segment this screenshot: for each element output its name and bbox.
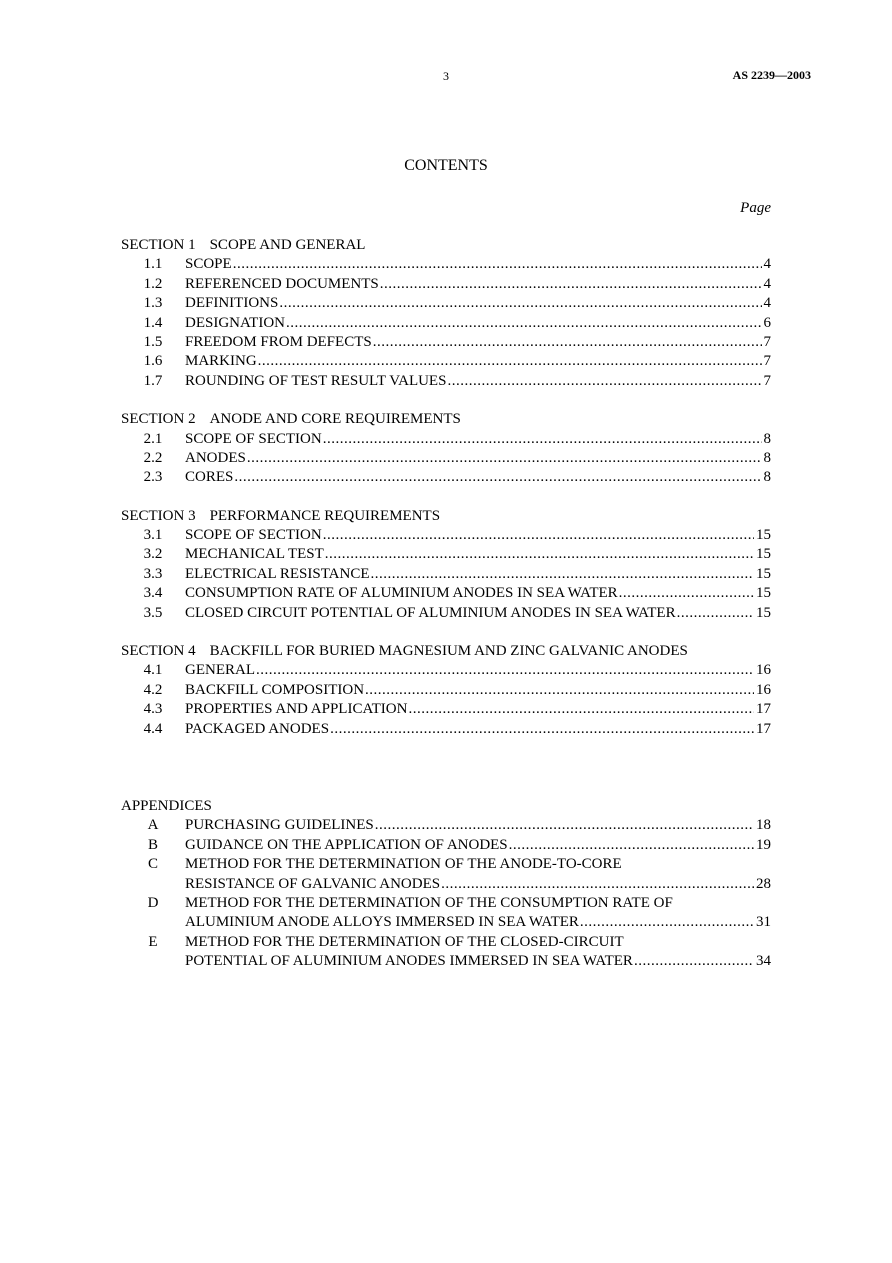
toc-entry[interactable] bbox=[121, 584, 771, 603]
section-label: SECTION 3 bbox=[121, 507, 196, 524]
dot-leader bbox=[440, 875, 754, 894]
entry-number: 3.4 bbox=[143, 585, 163, 602]
entry-page: 17 bbox=[756, 720, 771, 737]
entry-number: 4.1 bbox=[143, 662, 163, 679]
toc-entry[interactable] bbox=[121, 314, 771, 333]
dot-leader bbox=[329, 720, 754, 739]
entry-title: REFERENCED DOCUMENTS bbox=[185, 275, 379, 292]
entry-number: 3.3 bbox=[143, 565, 163, 582]
toc-entry[interactable] bbox=[121, 604, 771, 623]
toc-entry[interactable] bbox=[121, 545, 771, 564]
toc-entry[interactable] bbox=[121, 275, 771, 294]
entry-number: 4.2 bbox=[143, 681, 163, 698]
entry-number: 1.7 bbox=[143, 372, 163, 389]
dot-leader bbox=[372, 333, 762, 352]
section-heading[interactable] bbox=[121, 236, 771, 255]
dot-leader bbox=[232, 255, 762, 274]
section-heading[interactable] bbox=[121, 507, 771, 526]
appendix-entry[interactable] bbox=[121, 933, 771, 972]
appendix-entry[interactable] bbox=[121, 894, 771, 933]
appendix-letter: A bbox=[147, 817, 159, 834]
dot-leader bbox=[446, 372, 761, 391]
entry-title: SCOPE OF SECTION bbox=[185, 430, 322, 447]
appendix-entry[interactable] bbox=[121, 816, 771, 835]
dot-leader bbox=[370, 565, 755, 584]
dot-leader bbox=[322, 430, 762, 449]
entry-number: 1.4 bbox=[143, 314, 163, 331]
dot-leader bbox=[278, 294, 761, 313]
toc-entry[interactable] bbox=[121, 526, 771, 545]
entry-number: 2.2 bbox=[143, 449, 163, 466]
entry-number: 2.1 bbox=[143, 430, 163, 447]
entry-title: SCOPE OF SECTION bbox=[185, 527, 322, 544]
entry-page: 15 bbox=[756, 527, 771, 544]
page-column-label: Page bbox=[740, 200, 771, 216]
toc-entry[interactable] bbox=[121, 294, 771, 313]
appendix-entry[interactable] bbox=[121, 855, 771, 894]
entry-page: 7 bbox=[763, 333, 771, 350]
dot-leader bbox=[633, 952, 754, 971]
dot-leader bbox=[579, 913, 754, 932]
entry-page: 7 bbox=[763, 353, 771, 370]
entry-page: 17 bbox=[756, 701, 771, 718]
entry-page: 15 bbox=[756, 546, 771, 563]
entry-page: 15 bbox=[756, 585, 771, 602]
entry-page: 19 bbox=[756, 836, 771, 853]
entry-page: 8 bbox=[763, 469, 771, 486]
appendix-letter: E bbox=[148, 933, 158, 950]
appendix-letter: D bbox=[147, 894, 159, 911]
entry-page: 16 bbox=[756, 681, 771, 698]
entry-number: 1.1 bbox=[143, 256, 163, 273]
section-label: SECTION 2 bbox=[121, 411, 196, 428]
entry-title: DESIGNATION bbox=[185, 314, 285, 331]
dot-leader bbox=[255, 661, 754, 680]
toc-entry[interactable] bbox=[121, 720, 771, 739]
entry-page: 6 bbox=[763, 314, 771, 331]
toc-entry[interactable] bbox=[121, 700, 771, 719]
entry-title: CONSUMPTION RATE OF ALUMINIUM ANODES IN SEA WATER bbox=[185, 585, 618, 602]
entry-page: 7 bbox=[763, 372, 771, 389]
dot-leader bbox=[364, 681, 754, 700]
dot-leader bbox=[407, 700, 754, 719]
entry-number: 3.2 bbox=[143, 546, 163, 563]
dot-leader bbox=[374, 816, 754, 835]
entry-page: 4 bbox=[763, 275, 771, 292]
entry-title: PACKAGED ANODES bbox=[185, 720, 330, 737]
entry-number: 1.5 bbox=[143, 333, 163, 350]
dot-leader bbox=[285, 314, 762, 333]
header-page-number: 3 bbox=[443, 69, 449, 83]
entry-number: 4.4 bbox=[143, 720, 163, 737]
dot-leader bbox=[618, 584, 754, 603]
entry-page: 4 bbox=[763, 256, 771, 273]
entry-title-line2: RESISTANCE OF GALVANIC ANODES bbox=[185, 875, 441, 892]
toc-entry[interactable] bbox=[121, 352, 771, 371]
entry-title: PROPERTIES AND APPLICATION bbox=[185, 701, 408, 718]
page-title: CONTENTS bbox=[404, 157, 488, 174]
entry-page: 31 bbox=[756, 914, 771, 931]
toc-entry[interactable] bbox=[121, 430, 771, 449]
dot-leader bbox=[324, 545, 754, 564]
dot-leader bbox=[257, 352, 762, 371]
section-title: ANODE AND CORE REQUIREMENTS bbox=[209, 411, 461, 428]
entry-title: GUIDANCE ON THE APPLICATION OF ANODES bbox=[185, 836, 508, 853]
entry-title: BACKFILL COMPOSITION bbox=[185, 681, 365, 698]
entry-title: ELECTRICAL RESISTANCE bbox=[185, 565, 370, 582]
entry-number: 1.2 bbox=[143, 275, 163, 292]
toc-entry[interactable] bbox=[121, 449, 771, 468]
entry-number: 3.1 bbox=[143, 527, 163, 544]
section-title: BACKFILL FOR BURIED MAGNESIUM AND ZINC GALVANIC ANODES bbox=[209, 643, 688, 660]
entry-page: 8 bbox=[763, 449, 771, 466]
entry-title-line2: ALUMINIUM ANODE ALLOYS IMMERSED IN SEA WATER bbox=[185, 914, 579, 931]
entry-page: 4 bbox=[763, 295, 771, 312]
entry-title-line1: METHOD FOR THE DETERMINATION OF THE CONSUMPTION RATE OF bbox=[185, 894, 673, 911]
dot-leader bbox=[676, 604, 754, 623]
entry-title-line2: POTENTIAL OF ALUMINIUM ANODES IMMERSED IN SEA WATER bbox=[185, 953, 633, 970]
entry-title-line1: METHOD FOR THE DETERMINATION OF THE ANODE-TO-CORE bbox=[185, 856, 622, 873]
toc-entry[interactable] bbox=[121, 661, 771, 680]
section-title: PERFORMANCE REQUIREMENTS bbox=[209, 507, 441, 524]
entry-number: 1.3 bbox=[143, 295, 163, 312]
toc-entry[interactable] bbox=[121, 255, 771, 274]
entry-number: 2.3 bbox=[143, 469, 163, 486]
section-label: SECTION 4 bbox=[121, 643, 196, 660]
dot-leader bbox=[508, 836, 754, 855]
dot-leader bbox=[233, 468, 761, 487]
entry-title: CORES bbox=[185, 469, 234, 486]
dot-leader bbox=[322, 526, 754, 545]
section-heading[interactable] bbox=[121, 642, 771, 661]
entry-title: FREEDOM FROM DEFECTS bbox=[185, 333, 372, 350]
entry-page: 18 bbox=[756, 817, 771, 834]
toc-entry[interactable] bbox=[121, 565, 771, 584]
appendix-entry[interactable] bbox=[121, 836, 771, 855]
entry-title: CLOSED CIRCUIT POTENTIAL OF ALUMINIUM ANODES IN SEA WATER bbox=[185, 604, 676, 621]
toc-entry[interactable] bbox=[121, 372, 771, 391]
entry-number: 1.6 bbox=[143, 353, 163, 370]
entry-title: ROUNDING OF TEST RESULT VALUES bbox=[185, 372, 447, 389]
entry-title-line1: METHOD FOR THE DETERMINATION OF THE CLOSED-CIRCUIT bbox=[185, 933, 624, 950]
entry-page: 28 bbox=[756, 875, 771, 892]
entry-page: 15 bbox=[756, 604, 771, 621]
entry-page: 16 bbox=[756, 662, 771, 679]
entry-title: SCOPE bbox=[185, 256, 232, 273]
appendix-letter: B bbox=[147, 836, 158, 853]
entry-title: GENERAL bbox=[185, 662, 255, 679]
toc-entry[interactable] bbox=[121, 468, 771, 487]
entry-title: DEFINITIONS bbox=[185, 295, 279, 312]
table-of-contents bbox=[121, 236, 771, 972]
entry-number: 4.3 bbox=[143, 701, 163, 718]
entry-page: 34 bbox=[756, 953, 771, 970]
toc-entry[interactable] bbox=[121, 681, 771, 700]
section-title: SCOPE AND GENERAL bbox=[209, 237, 366, 253]
entry-page: 15 bbox=[756, 565, 771, 582]
header-standard-code: AS 2239—2003 bbox=[732, 68, 811, 82]
dot-leader bbox=[246, 449, 762, 468]
section-label: SECTION 1 bbox=[121, 237, 196, 253]
appendices-heading: APPENDICES bbox=[121, 797, 212, 814]
entry-number: 3.5 bbox=[143, 604, 163, 621]
dot-leader bbox=[379, 275, 762, 294]
entry-title: MARKING bbox=[185, 353, 257, 370]
entry-page: 8 bbox=[763, 430, 771, 447]
toc-entry[interactable] bbox=[121, 333, 771, 352]
entry-title: ANODES bbox=[185, 449, 246, 466]
entry-title: PURCHASING GUIDELINES bbox=[185, 817, 374, 834]
appendix-letter: C bbox=[147, 856, 158, 873]
entry-title: MECHANICAL TEST bbox=[185, 546, 324, 563]
section-heading[interactable] bbox=[121, 410, 771, 429]
